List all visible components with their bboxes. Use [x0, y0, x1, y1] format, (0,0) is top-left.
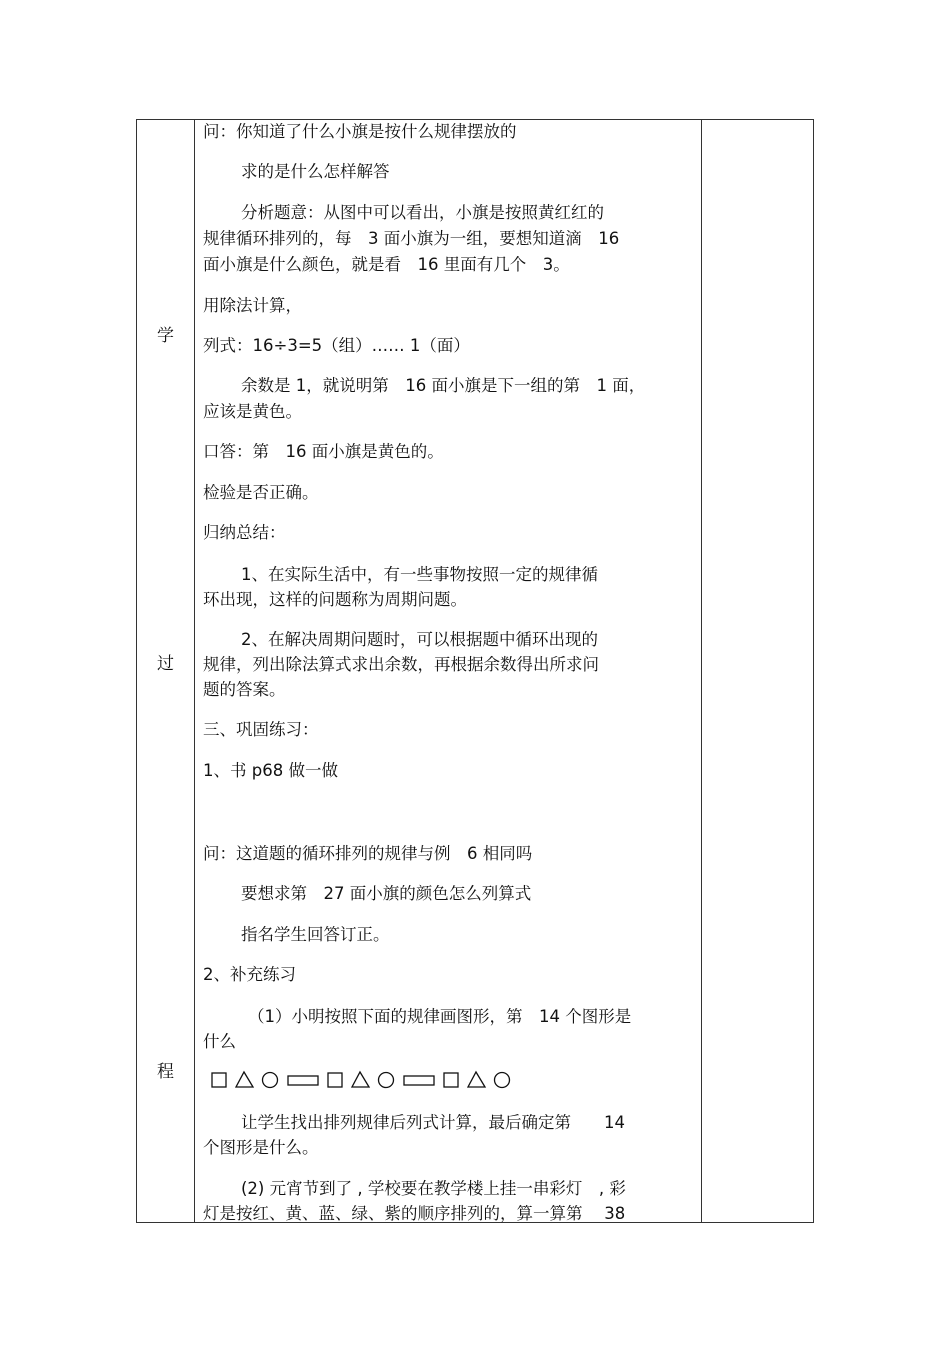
text-line: (2) 元宵节到了 , 学校要在教学楼上挂一串彩灯 , 彩 [241, 1179, 626, 1198]
text-line: 检验是否正确。 [203, 483, 319, 502]
text-line: 用除法计算， [203, 296, 302, 315]
circle-shape [379, 1073, 394, 1088]
shape-pattern-svg [211, 1070, 511, 1090]
text-line: 灯是按红、黄、蓝、绿、紫的顺序排列的，算一算第 38 [203, 1204, 626, 1223]
square-shape [328, 1073, 342, 1087]
text-line: 问：这道题的循环排列的规律与例 6 相同吗 [203, 844, 533, 863]
text-line: 求的是什么怎样解答 [241, 162, 390, 181]
text-line: 什么 [203, 1032, 236, 1051]
text-line: 1、书 p68 做一做 [203, 761, 338, 780]
text-line: 让学生找出排列规律后列式计算，最后确定第 14 [241, 1113, 625, 1132]
column-divider-right [701, 120, 702, 1222]
text-line: 要想求第 27 面小旗的颜色怎么列算式 [241, 884, 532, 903]
square-shape [212, 1073, 226, 1087]
rectangle-shape [288, 1076, 318, 1085]
side-label-cheng: 程 [157, 1062, 174, 1082]
rectangle-shape [404, 1076, 434, 1085]
text-line: 2、在解决周期问题时，可以根据题中循环出现的 [241, 630, 598, 649]
text-line: 面小旗是什么颜色，就是看 16 里面有几个 3。 [203, 255, 570, 274]
triangle-shape [352, 1072, 369, 1087]
square-shape [444, 1073, 458, 1087]
text-line: 问：你知道了什么小旗是按什么规律摆放的 [203, 122, 517, 141]
text-line: 环出现，这样的问题称为周期问题。 [203, 590, 467, 609]
text-line: 应该是黄色。 [203, 402, 302, 421]
shape-pattern [211, 1070, 511, 1090]
side-label-xue: 学 [157, 326, 174, 346]
side-label-guo: 过 [157, 654, 174, 674]
triangle-shape [468, 1072, 485, 1087]
circle-shape [263, 1073, 278, 1088]
column-divider-left [194, 120, 195, 1222]
triangle-shape [236, 1072, 253, 1087]
text-line: 规律，列出除法算式求出余数，再根据余数得出所求问 [203, 655, 599, 674]
text-line: （1）小明按照下面的规律画图形，第 14 个图形是 [248, 1007, 632, 1026]
text-line: 1、在实际生活中，有一些事物按照一定的规律循 [241, 565, 598, 584]
text-line: 归纳总结： [203, 523, 286, 542]
text-line: 个图形是什么。 [203, 1138, 319, 1157]
circle-shape [495, 1073, 510, 1088]
lesson-table [136, 119, 814, 1223]
text-line: 余数是 1，就说明第 16 面小旗是下一组的第 1 面， [241, 376, 646, 395]
text-line: 列式：16÷3=5（组）…… 1（面） [203, 336, 470, 355]
text-line: 分析题意：从图中可以看出，小旗是按照黄红红的 [241, 203, 604, 222]
text-line: 指名学生回答订正。 [241, 925, 390, 944]
text-line: 规律循环排列的，每 3 面小旗为一组，要想知道滴 16 [203, 229, 620, 248]
text-line: 三、巩固练习： [203, 720, 319, 739]
text-line: 口答：第 16 面小旗是黄色的。 [203, 442, 444, 461]
text-line: 2、补充练习 [203, 965, 296, 984]
text-line: 题的答案。 [203, 680, 286, 699]
